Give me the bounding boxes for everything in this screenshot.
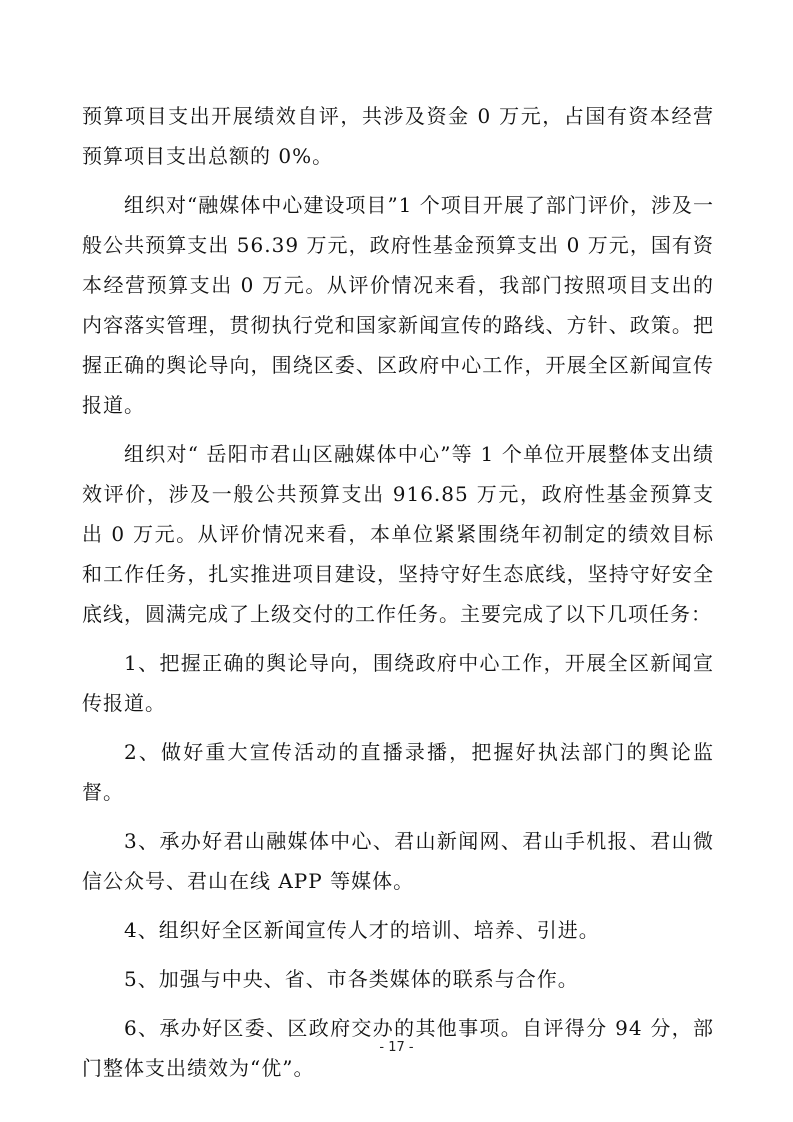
list-item-5: 5、加强与中央、省、市各类媒体的联系与合作。 <box>124 967 579 991</box>
paragraph-1: 预算项目支出开展绩效自评，共涉及资金 0 万元，占国有资本经营预算项目支出总额的 0%。 <box>82 104 714 168</box>
list-item-1: 1、把握正确的舆论导向，围绕政府中心工作，开展全区新闻宣传报道。 <box>82 651 714 715</box>
list-item-6: 6、承办好区委、区政府交办的其他事项。自评得分 94 分，部门整体支出绩效为“优”。 <box>82 1016 714 1080</box>
list-item-3: 3、承办好君山融媒体中心、君山新闻网、君山手机报、君山微信公众号、君山在线 APP 等媒体。 <box>82 829 714 893</box>
list-item-4: 4、组织好全区新闻宣传人才的培训、培养、引进。 <box>124 918 600 942</box>
page-number: - 17 - <box>379 1040 414 1055</box>
paragraph-2: 组织对“融媒体中心建设项目”1 个项目开展了部门评价，涉及一般公共预算支出 56.39 万元，政府性基金预算支出 0 万元，国有资本经营预算支出 0 万元。从评价情况来看，我部门按照项目支出的内容落实管理，贯彻执行党和国家新闻宣传的路线、方针、政策。把握正确的舆论导向，围绕区委、区政府中心工作，开展全区新闻宣传报道。 <box>82 193 714 417</box>
paragraph-3: 组织对“ 岳阳市君山区融媒体中心”等 1 个单位开展整体支出绩效评价，涉及一般公共预算支出 916.85 万元，政府性基金预算支出 0 万元。从评价情况来看，本单位紧紧围绕年初制定的绩效目标和工作任务，扎实推进项目建设，坚持守好生态底线，坚持守好安全底线，圆满完成了上级交付的工作任务。主要完成了以下几项任务： <box>82 442 714 626</box>
list-item-2: 2、做好重大宣传活动的直播录播，把握好执法部门的舆论监督。 <box>82 740 714 804</box>
body-text <box>82 96 714 1097</box>
